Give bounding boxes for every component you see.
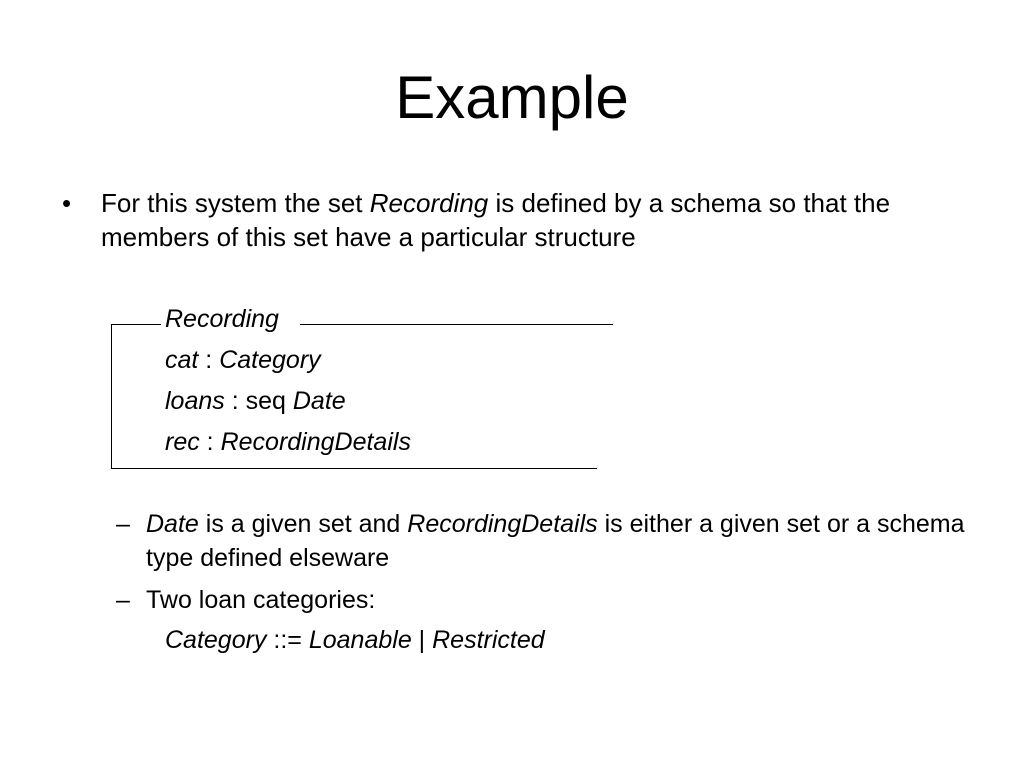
bullet-text-before: For this system the set [101,188,370,218]
sub-bullet-text: Two loan categories: [146,586,376,614]
sub-bullet-tail: is either a given set or a schema type defined elseware [146,510,965,572]
decl-var: loans [165,387,225,415]
decl-type: RecordingDetails [220,428,411,456]
decl-sep: : [198,346,220,374]
sub-bullet-italic: RecordingDetails [407,510,598,538]
schema-left-line [111,324,112,468]
decl-type: Date [292,387,346,415]
free-type-bar: | [411,626,433,654]
sub-bullet-marker: – [116,510,130,538]
schema-declaration [165,345,321,375]
free-type-alt: Restricted [432,626,545,654]
decl-var: rec [165,428,200,456]
decl-sep: : [224,387,246,415]
slide-title: Example [395,64,629,131]
schema-top-left-line [111,324,161,325]
sub-bullet-marker: – [116,586,130,614]
schema-name: Recording [165,305,279,333]
decl-var: cat [165,346,199,374]
free-type-op: ::= [266,626,309,654]
sub-bullet-italic: Date [146,510,199,538]
bullet-text-after: is defined by a schema so that the members of this set have a particular structure [101,188,891,252]
sub-bullet-text [146,507,966,575]
bullet-text [101,186,961,254]
schema-declaration [165,427,411,457]
schema-top-right-line [300,324,613,325]
free-type-definition [165,625,545,655]
decl-type: Category [219,346,321,374]
schema-declaration [165,386,346,416]
free-type-alt: Loanable [308,626,412,654]
free-type-name: Category [165,626,267,654]
sub-bullet-mid: is a given set and [198,510,408,538]
bullet-marker: • [62,188,72,218]
bullet-text-italic: Recording [369,188,489,218]
decl-prefix: seq [245,387,293,415]
decl-sep: : [199,428,221,456]
schema-bottom-line [111,468,597,469]
